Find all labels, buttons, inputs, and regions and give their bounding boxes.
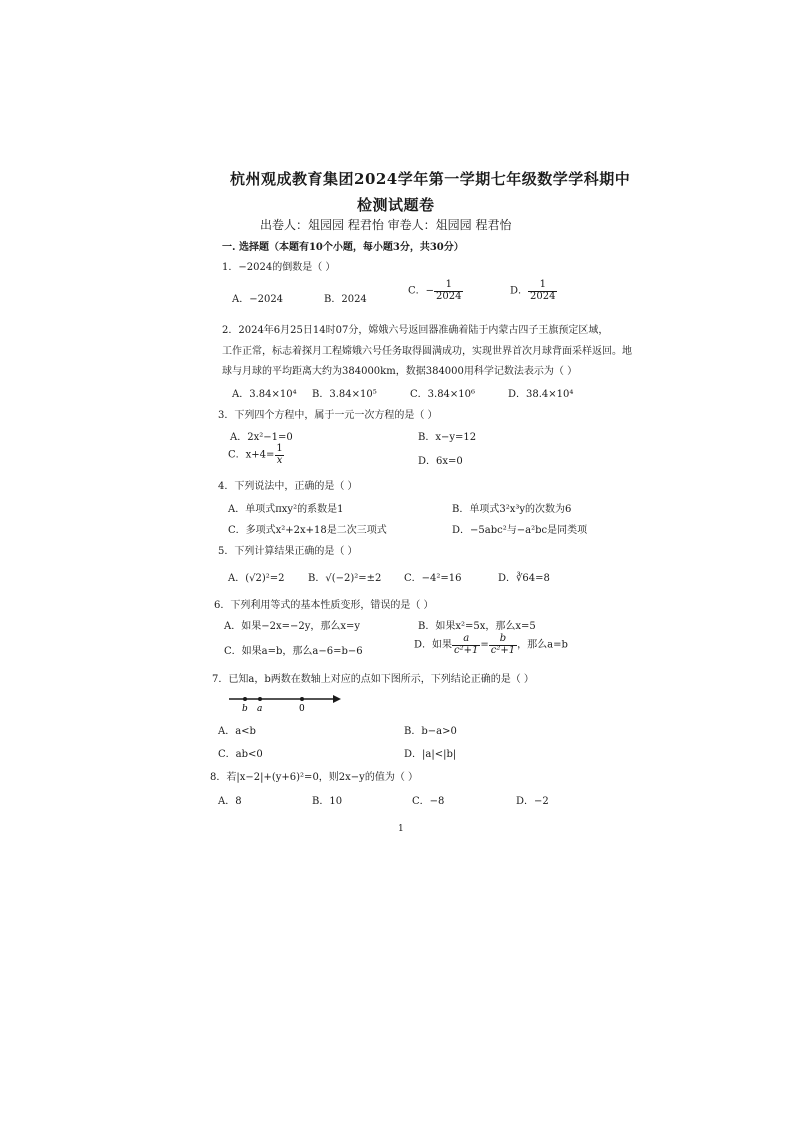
question-8-option-c: C．−8 <box>412 796 445 807</box>
question-4-option-b: B．单项式3²x³y的次数为6 <box>452 504 572 515</box>
denominator: 2024 <box>530 290 556 302</box>
numerator: b <box>499 633 507 644</box>
question-3-stem: 3．下列四个方程中，属于一元一次方程的是（ ） <box>218 410 438 421</box>
question-1-stem: 1．−2024的倒数是（ ） <box>222 262 336 273</box>
question-4-option-c: C．多项式x²+2x+18是二次三项式 <box>228 525 387 536</box>
question-5-stem: 5．下列计算结果正确的是（ ） <box>218 546 358 557</box>
numerator: 1 <box>539 279 546 290</box>
question-5-option-a: A．(√2)²=2 <box>228 573 285 584</box>
section-heading: 一. 选择题（本题有10个小题，每小题3分，共30分） <box>222 242 464 253</box>
number-line-arrow-icon <box>333 695 341 703</box>
question-4-stem: 4．下列说法中，正确的是（ ） <box>218 481 358 492</box>
option-d-prefix: D． <box>510 285 529 297</box>
question-1-option-c <box>408 280 463 302</box>
option-d-suffix: ，那么a=b <box>517 639 568 651</box>
question-7-option-a: A．a<b <box>218 726 256 737</box>
question-2-line-3: 球与月球的平均距离大约为384000km，数据384000用科学记数法表示为（ ） <box>222 366 578 377</box>
question-2-option-c: C．3.84×10⁶ <box>410 389 476 400</box>
question-8-option-b: B．10 <box>312 796 343 807</box>
numerator: a <box>463 633 470 644</box>
question-6-option-b: B．如果x²=5x，那么x=5 <box>418 621 536 632</box>
authors-line: 出卷人：俎园园 程君怡 审卷人：俎园园 程君怡 <box>260 218 512 232</box>
page-title: 杭州观成教育集团2024学年第一学期七年级数学学科期中 <box>230 170 631 188</box>
question-4-option-d: D．−5abc²与−a²bc是同类项 <box>452 525 588 536</box>
question-5-option-d: D．∛64=8 <box>498 573 550 584</box>
question-3-option-a: A．2x²−1=0 <box>230 432 293 443</box>
question-2-option-b: B．3.84×10⁵ <box>312 389 377 400</box>
fraction-right <box>489 634 517 656</box>
question-1-option-a: A．−2024 <box>232 294 284 305</box>
numerator: 1 <box>445 279 452 290</box>
question-5-option-c: C．−4²=16 <box>404 573 462 584</box>
numerator: 1 <box>276 443 283 454</box>
question-2-option-a: A．3.84×10⁴ <box>232 389 297 400</box>
question-7-stem: 7．已知a，b两数在数轴上对应的点如下图所示，下列结论正确的是（ ） <box>212 674 534 685</box>
page-subtitle: 检测试题卷 <box>357 196 435 214</box>
question-3-option-d: D．6x=0 <box>418 456 463 467</box>
denominator: x <box>276 454 283 466</box>
question-3-option-b: B．x−y=12 <box>418 432 477 443</box>
question-6-stem: 6．下列利用等式的基本性质变形，错误的是（ ） <box>214 600 434 611</box>
equals-sign: = <box>480 639 489 651</box>
question-7-option-d: D．|a|<|b| <box>404 749 457 760</box>
question-6-option-d <box>414 634 568 656</box>
denominator: c²+1 <box>454 644 479 656</box>
option-c-prefix: C．− <box>408 285 435 297</box>
question-6-option-a: A．如果−2x=−2y，那么x=y <box>224 621 361 632</box>
fraction-left <box>452 634 480 656</box>
question-1-option-b: B．2024 <box>324 294 367 305</box>
question-3-option-c <box>228 444 285 466</box>
question-2-line-1: 2．2024年6月25日14时07分，嫦娥六号返回器准确着陆于内蒙古四子王旗预定区域， <box>222 325 609 336</box>
fraction <box>528 280 557 302</box>
point-zero <box>300 697 304 701</box>
question-2-line-2: 工作正常，标志着探月工程嫦娥六号任务取得圆满成功，实现世界首次月球背面采样返回。地 <box>222 346 632 357</box>
option-d-prefix: D．如果 <box>414 639 453 651</box>
page-number: 1 <box>398 824 404 834</box>
question-7-option-b: B．b−a>0 <box>404 726 457 737</box>
question-8-stem: 8．若|x−2|+(y+6)²=0，则2x−y的值为（ ） <box>210 772 419 783</box>
option-c-prefix: C．x+4= <box>228 449 275 461</box>
denominator: 2024 <box>436 290 462 302</box>
question-8-option-d: D．−2 <box>516 796 549 807</box>
label-a: a <box>257 704 263 714</box>
label-b: b <box>242 704 248 714</box>
fraction <box>274 444 284 466</box>
question-7-option-c: C．ab<0 <box>218 749 263 760</box>
denominator: c²+1 <box>490 644 516 656</box>
question-8-option-a: A．8 <box>218 796 242 807</box>
question-2-option-d: D．38.4×10⁴ <box>508 389 574 400</box>
fraction <box>434 280 463 302</box>
label-zero: 0 <box>299 704 305 714</box>
point-b <box>243 697 247 701</box>
question-4-option-a: A．单项式πxy²的系数是1 <box>228 504 344 515</box>
question-6-option-c: C．如果a=b，那么a−6=b−6 <box>224 646 363 657</box>
number-line <box>225 692 345 714</box>
question-5-option-b: B．√(−2)²=±2 <box>308 573 382 584</box>
question-1-option-d <box>510 280 557 302</box>
point-a <box>258 697 262 701</box>
